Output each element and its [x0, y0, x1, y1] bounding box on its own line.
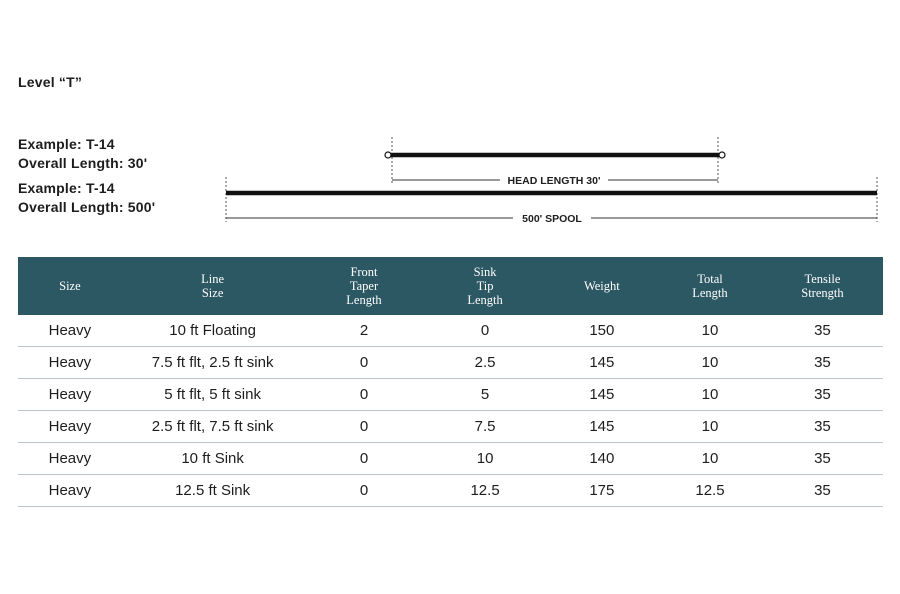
cell-weight: 145 [546, 347, 658, 379]
table-row [18, 379, 883, 411]
cell-size: Heavy [18, 411, 122, 443]
example-spool-name: Example: T-14 [18, 180, 115, 196]
cell-sink-tip-length: 0 [425, 315, 546, 347]
cell-sink-tip-length: 5 [425, 379, 546, 411]
cell-tensile-strength: 35 [762, 315, 883, 347]
cell-weight: 150 [546, 315, 658, 347]
example-spool-length: Overall Length: 500' [18, 199, 156, 215]
cell-line-size: 7.5 ft flt, 2.5 ft sink [122, 347, 304, 379]
specs-table [18, 257, 883, 507]
cell-front-taper-length: 0 [303, 411, 424, 443]
cell-front-taper-length: 0 [303, 443, 424, 475]
cell-total-length: 10 [658, 379, 762, 411]
cell-total-length: 10 [658, 443, 762, 475]
cell-front-taper-length: 0 [303, 347, 424, 379]
cell-front-taper-length: 2 [303, 315, 424, 347]
table-row [18, 475, 883, 507]
spool-length-label: 500' SPOOL [522, 213, 582, 225]
cell-total-length: 12.5 [658, 475, 762, 507]
cell-weight: 140 [546, 443, 658, 475]
table-row [18, 347, 883, 379]
cell-size: Heavy [18, 379, 122, 411]
column-header-line-size: Line Size [122, 257, 304, 315]
column-header-total-length: Total Length [658, 257, 762, 315]
cell-total-length: 10 [658, 347, 762, 379]
column-header-sink-tip-length: Sink Tip Length [425, 257, 546, 315]
cell-size: Heavy [18, 315, 122, 347]
cell-front-taper-length: 0 [303, 475, 424, 507]
column-header-weight: Weight [546, 257, 658, 315]
example-head-length: Overall Length: 30' [18, 155, 148, 171]
cell-tensile-strength: 35 [762, 443, 883, 475]
table-row [18, 315, 883, 347]
cell-size: Heavy [18, 475, 122, 507]
cell-tensile-strength: 35 [762, 411, 883, 443]
cell-line-size: 2.5 ft flt, 7.5 ft sink [122, 411, 304, 443]
cell-line-size: 12.5 ft Sink [122, 475, 304, 507]
cell-line-size: 10 ft Sink [122, 443, 304, 475]
head-length-label: HEAD LENGTH 30' [507, 175, 601, 187]
cell-front-taper-length: 0 [303, 379, 424, 411]
head-line-diagram [385, 137, 725, 187]
table-header-row [18, 257, 883, 315]
head-left-loop-icon [385, 152, 391, 158]
line-length-diagram [0, 0, 900, 240]
cell-sink-tip-length: 10 [425, 443, 546, 475]
cell-total-length: 10 [658, 315, 762, 347]
cell-weight: 145 [546, 379, 658, 411]
cell-total-length: 10 [658, 411, 762, 443]
cell-sink-tip-length: 12.5 [425, 475, 546, 507]
head-right-loop-icon [719, 152, 725, 158]
example-head-name: Example: T-14 [18, 136, 115, 152]
table-row [18, 411, 883, 443]
table-row [18, 443, 883, 475]
column-header-size: Size [18, 257, 122, 315]
cell-line-size: 5 ft flt, 5 ft sink [122, 379, 304, 411]
page-title: Level “T” [18, 74, 83, 90]
cell-weight: 145 [546, 411, 658, 443]
cell-size: Heavy [18, 443, 122, 475]
cell-tensile-strength: 35 [762, 347, 883, 379]
cell-tensile-strength: 35 [762, 379, 883, 411]
cell-sink-tip-length: 2.5 [425, 347, 546, 379]
cell-sink-tip-length: 7.5 [425, 411, 546, 443]
cell-tensile-strength: 35 [762, 475, 883, 507]
column-header-tensile-strength: Tensile Strength [762, 257, 883, 315]
cell-line-size: 10 ft Floating [122, 315, 304, 347]
cell-weight: 175 [546, 475, 658, 507]
cell-size: Heavy [18, 347, 122, 379]
column-header-front-taper-length: Front Taper Length [303, 257, 424, 315]
